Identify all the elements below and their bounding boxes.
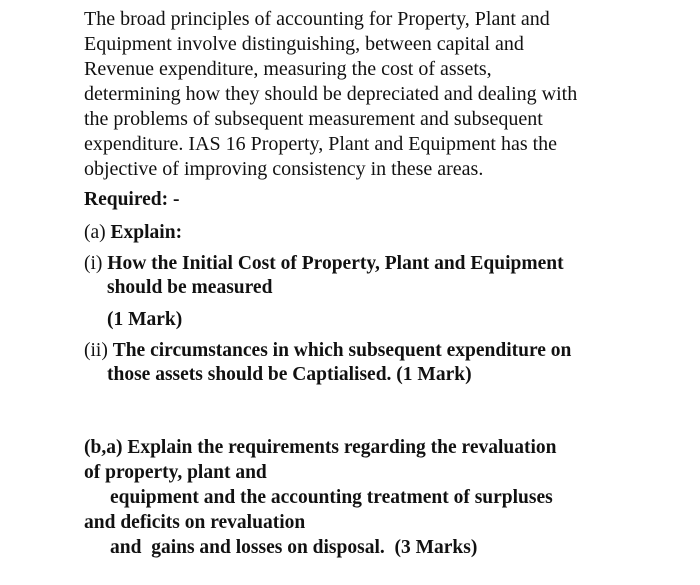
intro-line-3: Revenue expenditure, measuring the cost of assets, — [84, 58, 492, 80]
part-a-label: Explain: — [110, 222, 183, 243]
question-ii-line-2: those assets should be Captialised. (1 Mark) — [107, 364, 472, 385]
question-b-line-4: and deficits on revaluation — [84, 512, 306, 533]
question-ii-text: The circumstances in which subsequent expenditure on — [112, 340, 572, 361]
question-i-prefix: (i) — [84, 253, 108, 274]
question-i-line-1 — [84, 253, 564, 275]
question-b-line-3: equipment and the accounting treatment of surpluses — [110, 487, 553, 508]
question-ii-prefix: (ii) — [84, 340, 113, 361]
question-b-line-2: of property, plant and — [84, 462, 267, 483]
question-i-line-2: should be measured — [107, 277, 273, 298]
intro-line-2: Equipment involve distinguishing, between capital and — [84, 33, 524, 55]
question-i-marks: (1 Mark) — [107, 309, 183, 330]
question-b-line-1: (b,a) Explain the requirements regarding the revaluation — [84, 437, 557, 458]
intro-line-4: determining how they should be depreciated and dealing with — [84, 83, 578, 105]
part-a-prefix: (a) — [84, 222, 111, 243]
intro-line-1: The broad principles of accounting for Property, Plant and — [84, 8, 550, 30]
required-heading: Required: - — [84, 189, 180, 210]
part-a-heading — [84, 222, 182, 244]
intro-line-5: the problems of subsequent measurement and subsequent — [84, 108, 543, 130]
intro-line-7: objective of improving consistency in these areas. — [84, 158, 484, 180]
question-i-text: How the Initial Cost of Property, Plant and Equipment — [107, 253, 564, 274]
question-b-line-5: and gains and losses on disposal. (3 Marks) — [110, 537, 478, 558]
question-ii-line-1 — [84, 340, 571, 362]
intro-line-6: expenditure. IAS 16 Property, Plant and Equipment has the — [84, 133, 558, 155]
